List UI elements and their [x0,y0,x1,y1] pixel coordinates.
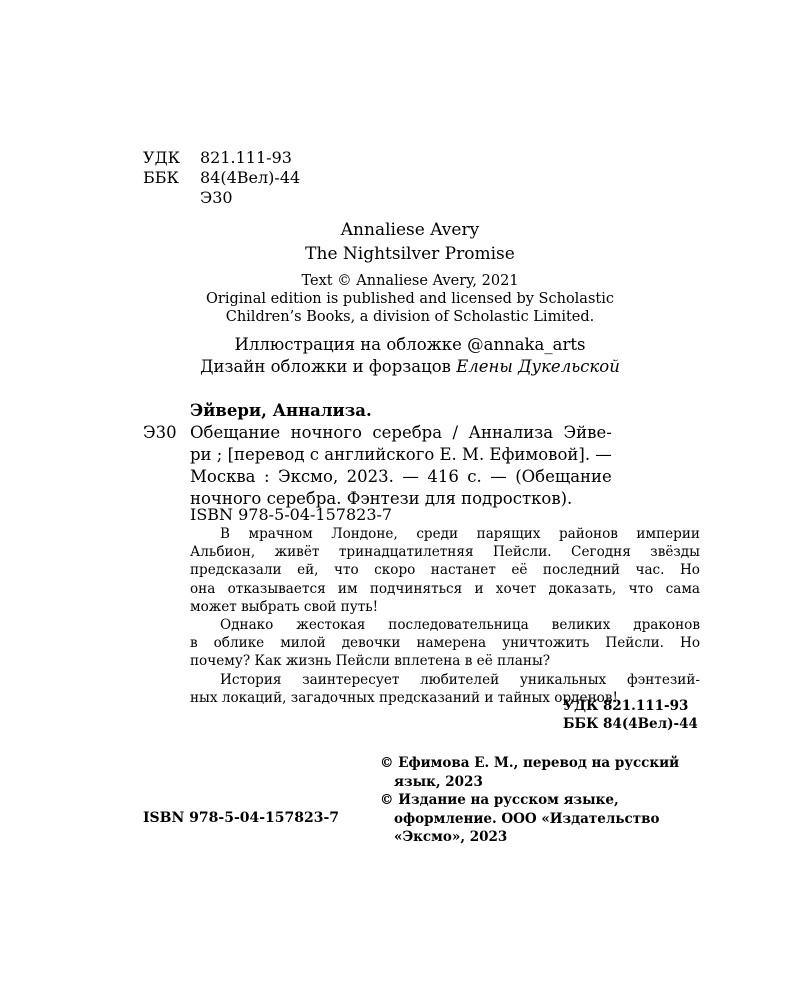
record-line: ри ; [перевод с английского Е. М. Ефимовой]. — [190,445,612,464]
record-description [190,422,612,510]
credits [150,334,670,378]
annotation-line: Однакo жестокая последовательница великих драконов [220,617,700,634]
original-rights [150,272,670,326]
classification-codes-bottom [563,697,698,733]
record-body [143,422,703,510]
isbn-bottom: ISBN 978-5-04-157823-7 [143,810,340,826]
bbk-label: ББК [143,168,179,187]
record-line: ночного серебра. Фэнтези для подростков). [190,489,573,508]
record-mark: Э30 [143,423,177,442]
annotation-line: История заинтересует любителей уникальных фэнтезий- [220,671,700,688]
udk-label: УДК [143,148,180,167]
annotation-line: она отказывается им подчиняться и хочет доказать, что сама [190,580,700,597]
annotation-line: ных локаций, загадочных предсказаний и тайных орденов! [190,689,618,706]
bbk-bottom: ББК 84(4Вел)-44 [563,716,698,732]
record-author: Эйвери, Аннализа. [190,401,372,420]
author-mark: Э30 [200,188,233,207]
annotation-line: В мрачном Лондоне, среди парящих районов империи [220,526,700,542]
design-credit [150,356,670,378]
annotation-line: Альбион, живёт тринадцатилетняя Пейсли. Сегодня звёзды [190,544,700,561]
rights-line: Original edition is published and licensed by Scholastic [206,291,614,307]
annotation-line: почему? Как жизнь Пейсли вплетена в её планы? [190,653,551,670]
original-title: The Nightsilver Promise [305,244,515,264]
design-credit-prefix: Дизайн обложки и форзацов [200,357,457,376]
copyright-translation-line: язык, 2023 [394,773,483,790]
bbk-value: 84(4Вел)-44 [200,168,301,187]
copyright-block [380,754,710,847]
record-isbn: ISBN 978-5-04-157823-7 [190,505,393,524]
copyright-translation-line: © Ефимова Е. М., перевод на русский [380,755,680,771]
record-line: Москва : Эксмо, 2023. — 416 с. — (Обещание [190,467,612,486]
author-mark-row [143,188,300,208]
bbk-row [143,168,300,188]
illustration-credit: Иллюстрация на обложке @annaka_arts [234,335,586,354]
annotation [190,525,700,707]
record-line: Обещание ночного серебра / Аннализа Эйве- [190,423,612,442]
classification-codes [143,148,300,208]
copyright-edition-line: «Эксмо», 2023 [394,829,508,845]
rights-line: Text © Annaliese Avery, 2021 [301,273,519,289]
udk-row [143,148,300,168]
udk-value: 821.111-93 [200,148,292,167]
copyright-edition-line: оформление. ООО «Издательство [394,810,660,827]
udk-bottom: УДК 821.111-93 [563,698,689,714]
bibliographic-record [143,400,703,510]
annotation-line: в облике милой девочки намерена уничтожить Пейсли. Но [190,635,700,652]
original-author: Annaliese Avery [340,220,480,240]
annotation-line: предсказали ей, что скоро настанет её последний час. Но [190,562,700,579]
copyright-edition-line: © Издание на русском языке, [380,792,619,808]
annotation-line: может выбрать свой путь! [190,598,379,615]
designer-name: Елены Дукельской [456,357,620,376]
rights-line: Children’s Books, a division of Scholastic Limited. [225,309,595,325]
